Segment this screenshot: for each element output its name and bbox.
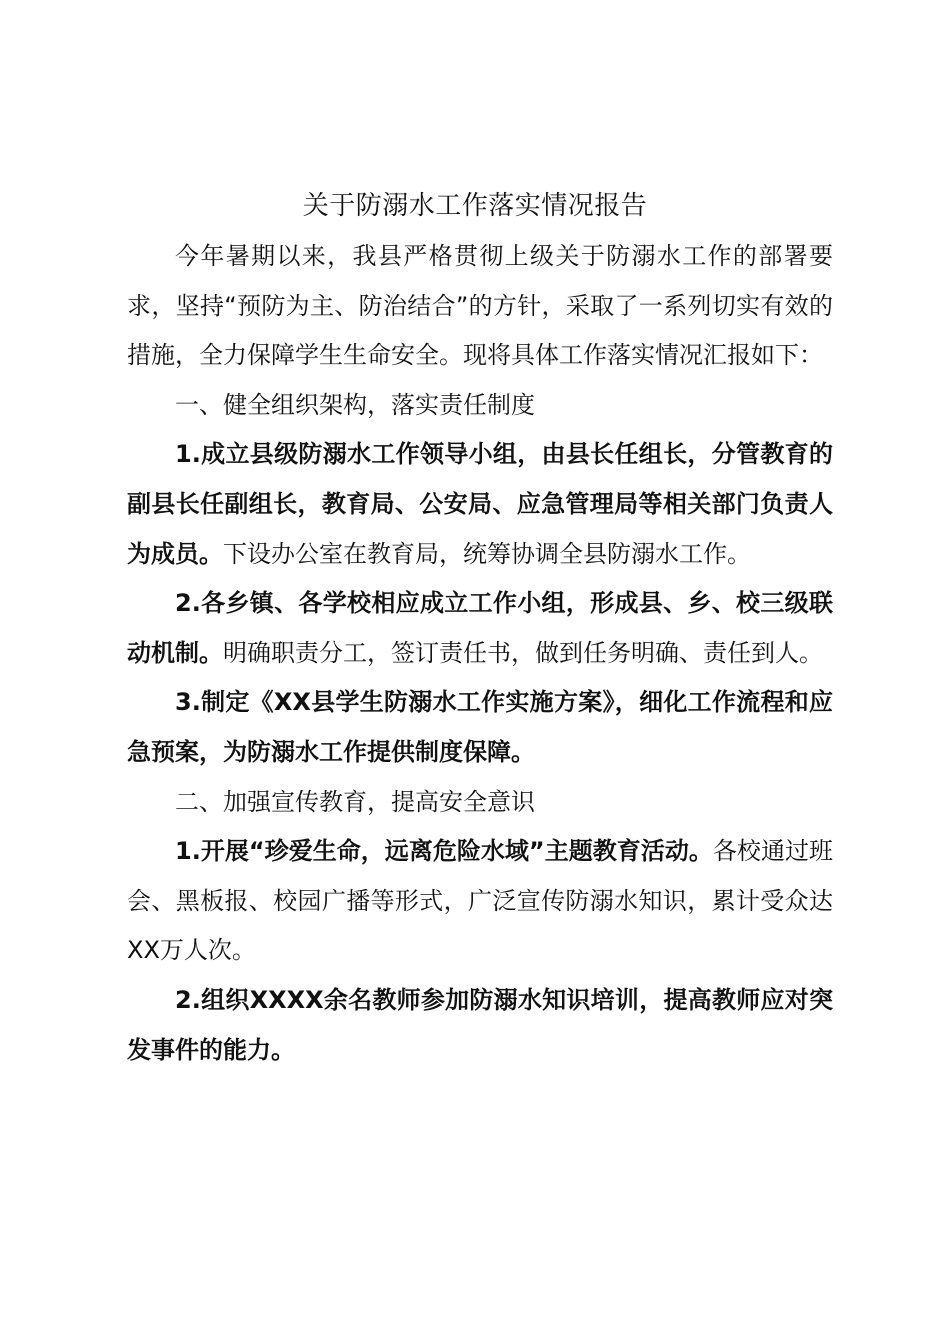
document-body — [127, 232, 833, 1075]
item-text: 下设办公室在教育局，统筹协调全县防溺水工作。 — [223, 539, 751, 568]
section-heading-1: 一、健全组织架构，落实责任制度 — [175, 390, 535, 419]
section1-item-2 — [127, 579, 833, 678]
section1-item-3 — [127, 678, 833, 777]
section2-item-2 — [127, 976, 833, 1075]
item-lead: 3.制定《XX县学生防溺水工作实施方案》，细化工作流程和应急预案，为防溺水工作提供制度保障。 — [127, 688, 833, 766]
intro-paragraph: 今年暑期以来，我县严格贯彻上级关于防溺水工作的部署要求，坚持“预防为主、防治结合”的方针，采取了一系列切实有效的措施，全力保障学生生命安全。现将具体工作落实情况汇报如下： — [127, 242, 833, 370]
item-lead: 1.成立县级防溺水工作领导小组，由县长任组长，分管教育的副县长任副组长，教育局、公安局、应急管理局等相关部门负责人为成员。 — [127, 440, 833, 568]
section-heading-2: 二、加强宣传教育，提高安全意识 — [175, 787, 535, 816]
section1-item-1 — [127, 430, 833, 579]
item-text: 各校通过班会、黑板报、校园广播等形式，广泛宣传防溺水知识，累计受众达XX万人次。 — [127, 837, 833, 965]
section2-item-1 — [127, 827, 833, 976]
item-lead: 2.各乡镇、各学校相应成立工作小组，形成县、乡、校三级联动机制。 — [127, 589, 833, 667]
item-lead: 2.组织XXXX余名教师参加防溺水知识培训，提高教师应对突发事件的能力。 — [127, 985, 833, 1064]
item-text: 明确职责分工，签订责任书，做到任务明确、责任到人。 — [223, 638, 823, 667]
item-lead: 1.开展“珍爱生命，远离危险水域”主题教育活动。 — [175, 837, 713, 866]
document-title: 关于防溺水工作落实情况报告 — [302, 191, 648, 221]
